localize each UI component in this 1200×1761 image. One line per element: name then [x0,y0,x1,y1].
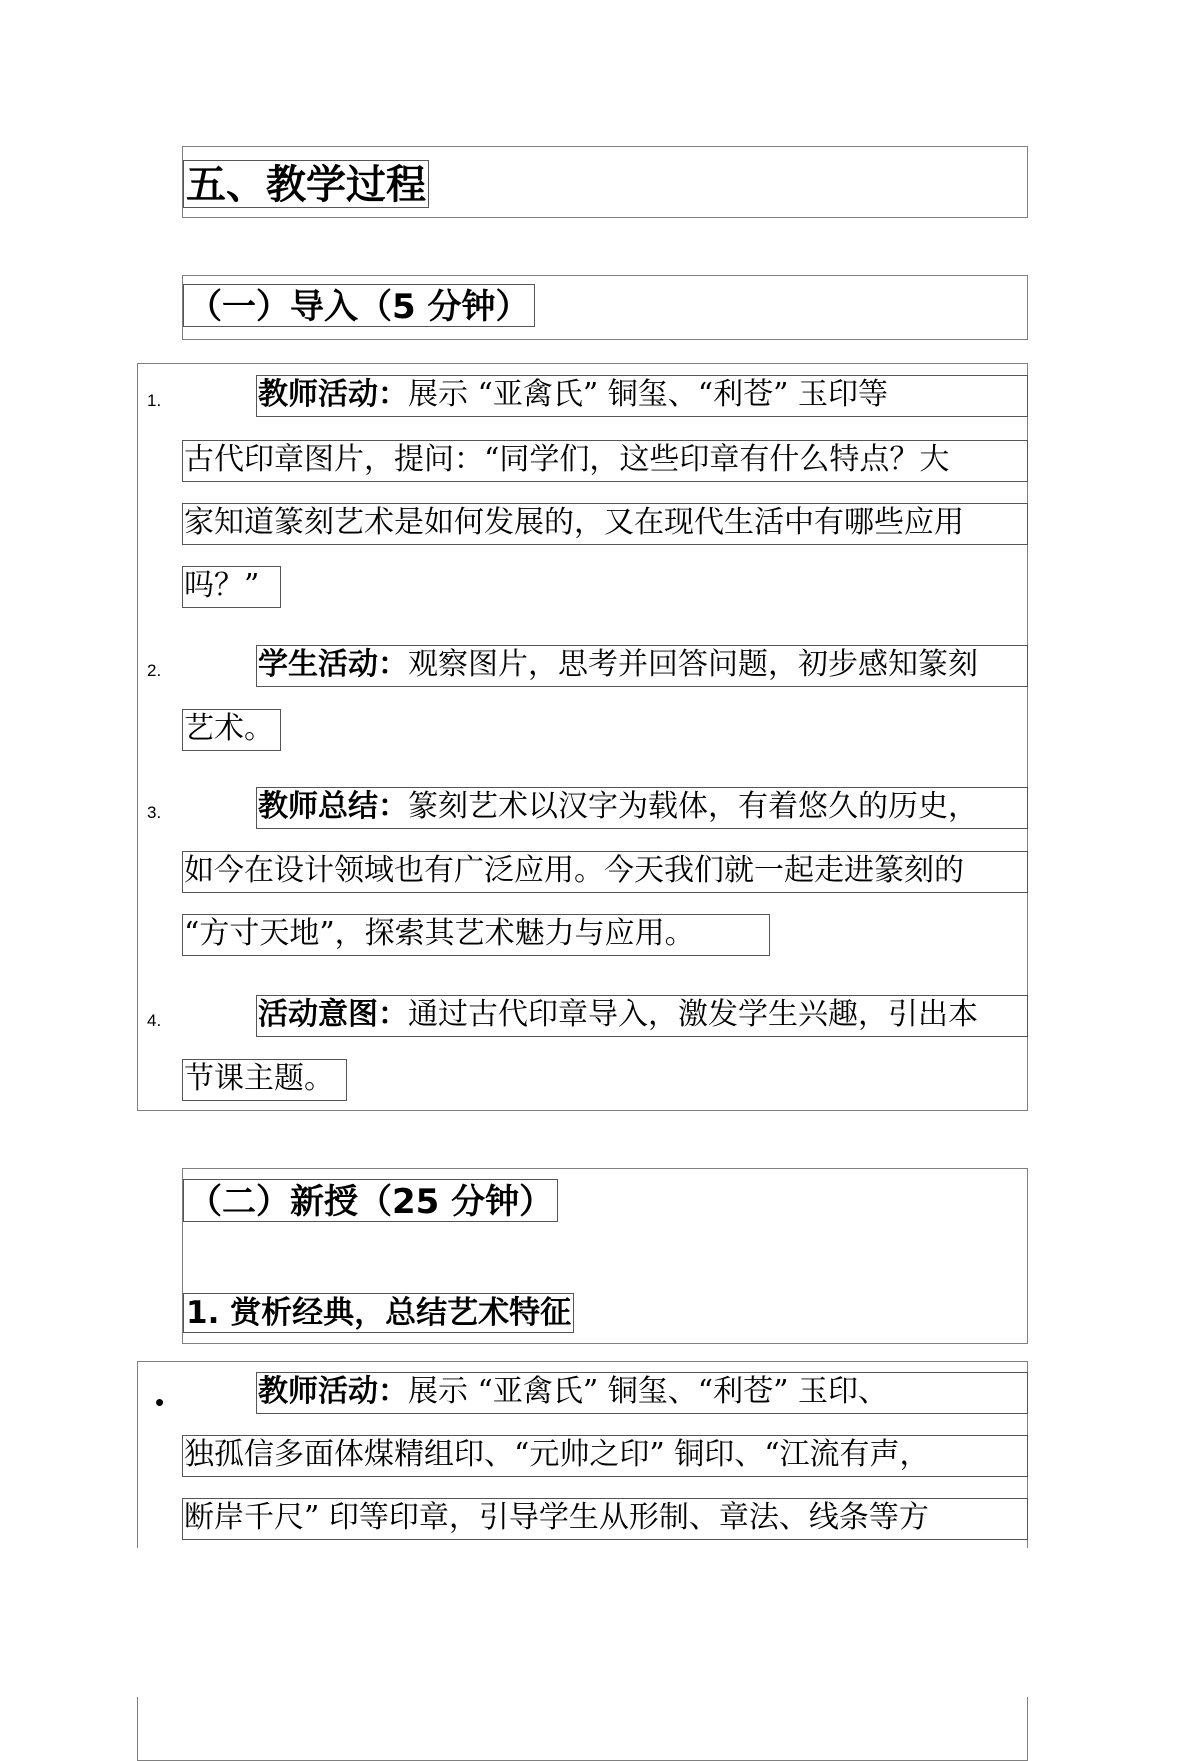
list-item-text: 通过古代印章导入，激发学生兴趣，引出本 [408,997,978,1032]
list-item-line: 家知道篆刻艺术是如何发展的，又在现代生活中有哪些应用 [182,503,1028,545]
list-item-line: 断岸千尺” 印等印章，引导学生从形制、章法、线条等方 [182,1498,1028,1540]
list-item-line [256,1372,1028,1414]
list-item-line: 吗？” [182,566,281,608]
list-item-text: 展示 “亚禽氏” 铜玺、“利苍” 玉印等 [408,377,888,412]
list-item-line: 节课主题。 [182,1059,347,1101]
activity-intent-label: 活动意图： [258,997,408,1032]
list-item-text: 展示 “亚禽氏” 铜玺、“利苍” 玉印、 [408,1374,888,1409]
page-bottom-margin [0,1548,1200,1697]
list-item-line: 艺术。 [182,709,281,751]
list-item-number: 2. [147,661,162,680]
list-item-line: “方寸天地”，探索其艺术魅力与应用。 [182,914,770,956]
section-title: 五、教学过程 [183,160,429,208]
list-item-number: 4. [147,1011,162,1030]
intro-heading: （一）导入（5 分钟） [183,284,535,327]
list-item-line [256,787,1028,829]
new-lesson-subheading: 1. 赏析经典，总结艺术特征 [183,1293,574,1333]
list-item-number: 3. [147,803,162,822]
list-item-line [256,645,1028,687]
list-item-number: 1. [147,391,162,410]
list-item-line: 古代印章图片，提问：“同学们，这些印章有什么特点？大 [182,440,1028,482]
student-activity-label: 学生活动： [258,647,408,682]
list-item-line: 独孤信多面体煤精组印、“元帅之印” 铜印、“江流有声， [182,1435,1028,1477]
list-item-text: 篆刻艺术以汉字为载体，有着悠久的历史， [408,789,978,824]
list-item-line: 如今在设计领域也有广泛应用。今天我们就一起走进篆刻的 [182,851,1028,893]
list-item-text: 观察图片，思考并回答问题，初步感知篆刻 [408,647,978,682]
list-item-line [256,375,1028,417]
teacher-activity-label: 教师活动： [258,377,408,412]
bullet-marker: • [155,1387,165,1417]
teacher-summary-label: 教师总结： [258,789,408,824]
new-lesson-heading: （二）新授（25 分钟） [183,1179,558,1222]
list-item-line [256,995,1028,1037]
teacher-activity-label: 教师活动： [258,1374,408,1409]
